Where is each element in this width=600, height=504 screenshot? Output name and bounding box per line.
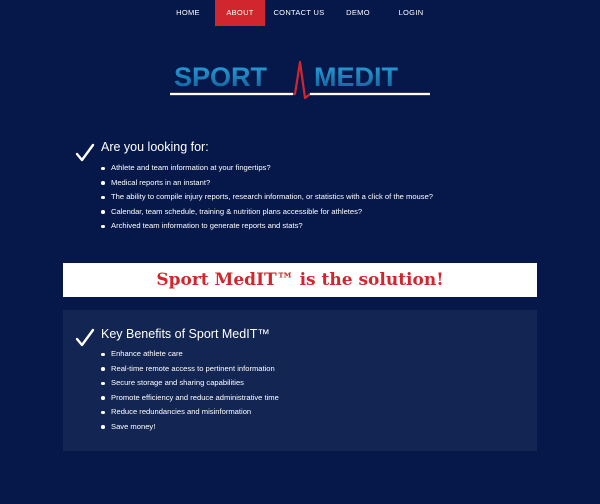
looking-for-list bbox=[101, 161, 433, 234]
nav-login[interactable]: LOGIN bbox=[398, 8, 424, 17]
list-item: The ability to compile injury reports, research information, or statistics with a click of the mouse? bbox=[101, 190, 433, 205]
list-item: Reduce redundancies and misinformation bbox=[101, 405, 279, 420]
list-item: Promote efficiency and reduce administrative time bbox=[101, 391, 279, 406]
list-item: Secure storage and sharing capabilities bbox=[101, 376, 279, 391]
key-benefits-title: Key Benefits of Sport MedIT™ bbox=[101, 327, 270, 341]
checkmark-icon bbox=[75, 328, 95, 348]
list-item: Archived team information to generate reports and stats? bbox=[101, 219, 433, 234]
solution-banner bbox=[63, 263, 537, 297]
nav-demo[interactable]: DEMO bbox=[346, 8, 370, 17]
logo-word-right: MEDIT bbox=[314, 62, 398, 92]
nav-contact-us[interactable]: CONTACT US bbox=[273, 8, 325, 17]
list-item: Medical reports in an instant? bbox=[101, 176, 433, 191]
logo-word-left: SPORT bbox=[174, 62, 268, 92]
list-item: Enhance athlete care bbox=[101, 347, 279, 362]
looking-for-title: Are you looking for: bbox=[101, 140, 209, 154]
nav-about[interactable]: ABOUT bbox=[215, 0, 265, 26]
checkmark-icon bbox=[75, 143, 95, 163]
list-item: Calendar, team schedule, training & nutrition plans accessible for athletes? bbox=[101, 205, 433, 220]
list-item: Real-time remote access to pertinent information bbox=[101, 362, 279, 377]
nav-list bbox=[161, 0, 439, 26]
looking-for-section bbox=[63, 135, 537, 235]
list-item: Save money! bbox=[101, 420, 279, 435]
top-navigation bbox=[0, 0, 600, 26]
sport-medit-logo[interactable] bbox=[168, 56, 432, 100]
solution-text: Sport MedIT™ is the solution! bbox=[156, 270, 444, 290]
key-benefits-panel bbox=[63, 310, 537, 451]
nav-home[interactable]: HOME bbox=[176, 8, 200, 17]
logo-graphic bbox=[168, 56, 432, 100]
key-benefits-list bbox=[101, 347, 279, 434]
list-item: Athlete and team information at your fingertips? bbox=[101, 161, 433, 176]
